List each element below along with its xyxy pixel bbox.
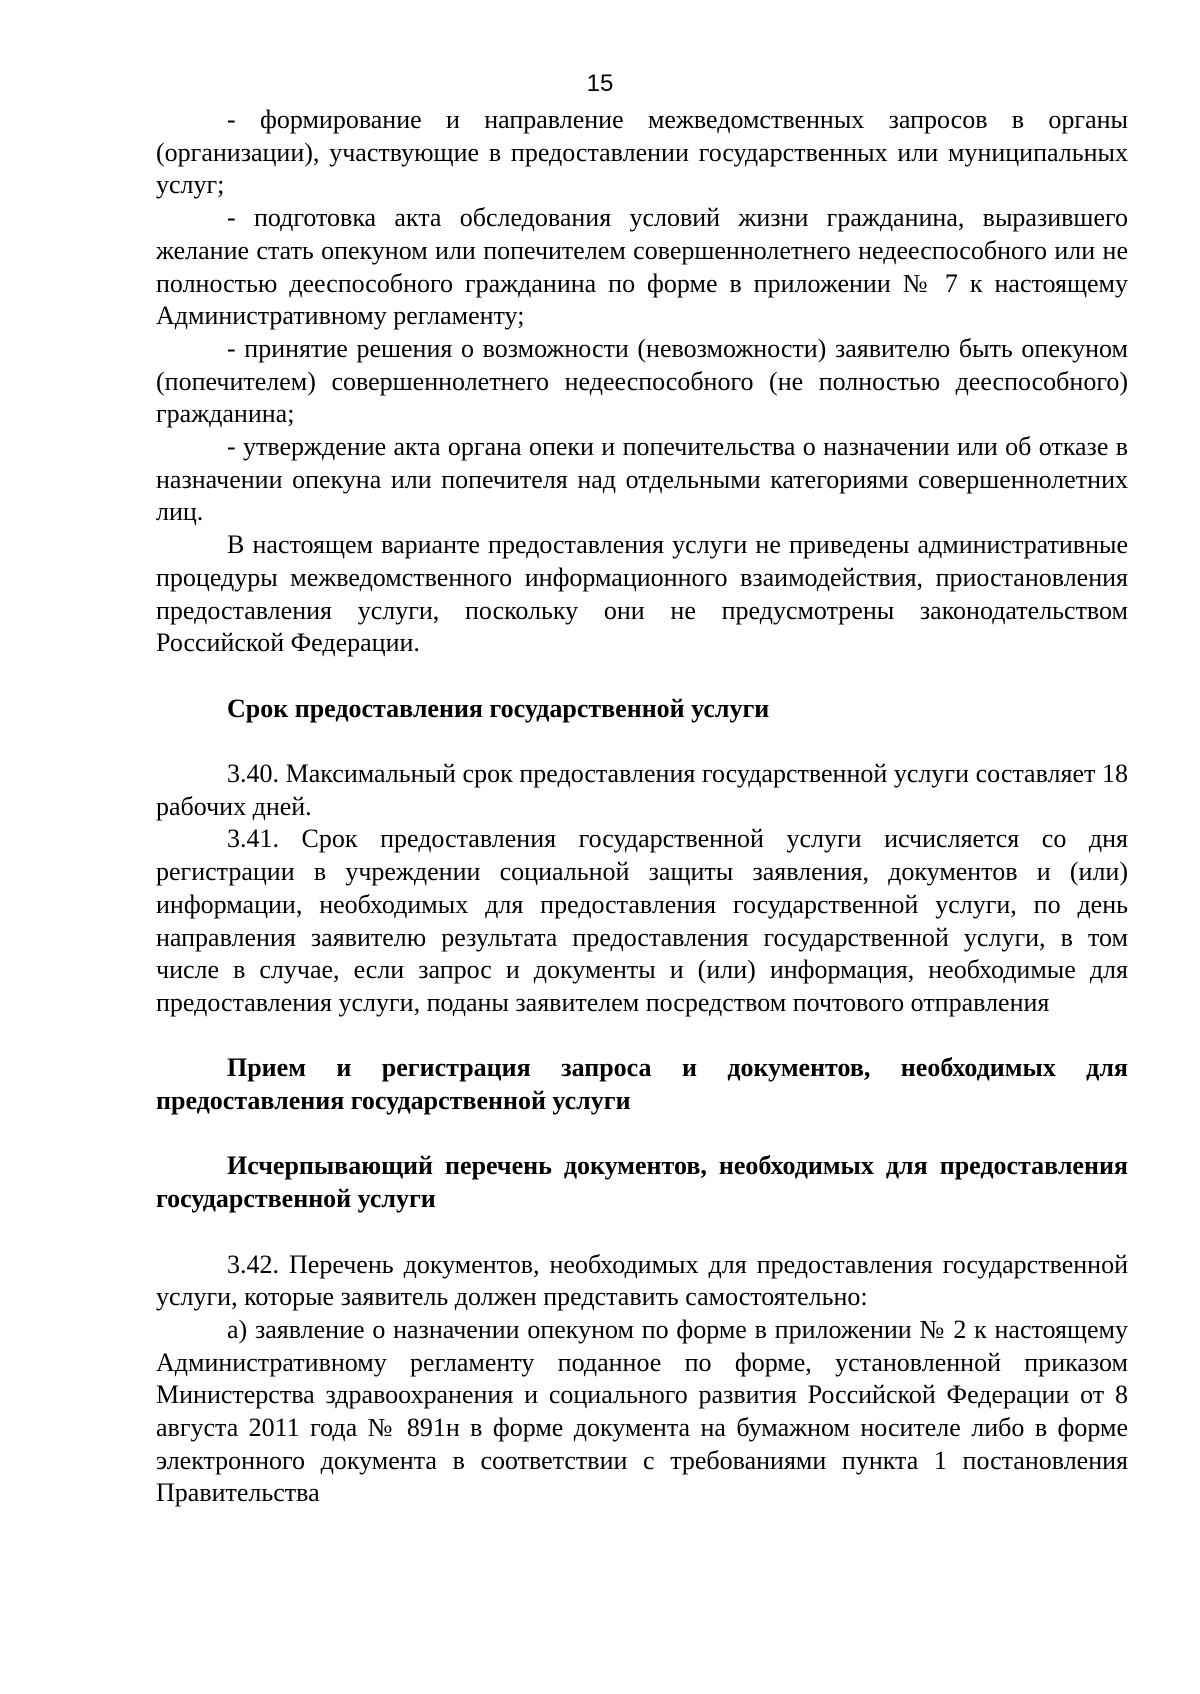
spacer xyxy=(156,660,1128,693)
document-body xyxy=(156,104,1128,1510)
paragraph-3-41: 3.41. Срок предоставления государственной услуги исчисляется со дня регистрации в учреждении социальной защиты заявления, документов и (или) информации, необходимых для предоставления государственной услуги, по день направления заявителю результата предоставления государственной услуги, в том числе в случае, если запрос и документы и (или) информация, необходимые для предоставления услуги, поданы заявителем посредством почтового отправления xyxy=(156,824,1128,1017)
paragraph-item-a: а) заявление о назначении опекуном по форме в приложении № 2 к настоящему Административному регламенту поданное по форме, установленной приказом Министерства здравоохранения и социального развития Российской Федерации от 8 августа 2011 года № 891н в форме документа на бумажном носителе либо в форме электронного документа в соответствии с требованиями пункта 1 постановления Правительства xyxy=(156,1314,1128,1508)
spacer xyxy=(156,725,1128,758)
spacer xyxy=(156,1216,1128,1249)
section-heading-service-term: Срок предоставления государственной услуги xyxy=(227,693,770,723)
paragraph-act-approval: - утверждение акта органа опеки и попечительства о назначении или об отказе в назначении опекуна или попечителя над отдельными категориями совершеннолетних лиц. xyxy=(156,432,1128,527)
section-heading-reception-registration: Прием и регистрация запроса и документов, необходимых для предоставления государственной услуги xyxy=(156,1053,1128,1116)
paragraph-inspection-act: - подготовка акта обследования условий жизни гражданина, выразившего желание стать опекуном или попечителем совершеннолетнего недееспособного или не полностью дееспособного гражданина по форме в приложении № 7 к настоящему Административному регламенту; xyxy=(156,203,1128,331)
page-number: 15 xyxy=(586,70,614,97)
paragraph-procedures-note: В настоящем варианте предоставления услуги не приведены административные процедуры межведомственного информационного взаимодействия, приостановления предоставления услуги, поскольку они не предусмотрены законодательством Российской Федерации. xyxy=(156,530,1128,658)
paragraph-interagency-requests: - формирование и направление межведомственных запросов в органы (организации), участвующие в предоставлении государственных или муниципальных услуг; xyxy=(156,105,1128,200)
spacer xyxy=(156,1020,1128,1053)
paragraph-guardian-decision: - принятие решения о возможности (невозможности) заявителю быть опекуном (попечителем) совершеннолетнего недееспособного (не полностью дееспособного) гражданина; xyxy=(156,333,1128,429)
spacer xyxy=(156,1118,1128,1151)
paragraph-3-42: 3.42. Перечень документов, необходимых для предоставления государственной услуги, которые заявитель должен представить самостоятельно: xyxy=(156,1249,1128,1312)
paragraph-3-40: 3.40. Максимальный срок предоставления государственной услуги составляет 18 рабочих дней. xyxy=(156,759,1128,821)
section-heading-documents-list: Исчерпывающий перечень документов, необходимых для предоставления государственной услуги xyxy=(156,1151,1128,1214)
